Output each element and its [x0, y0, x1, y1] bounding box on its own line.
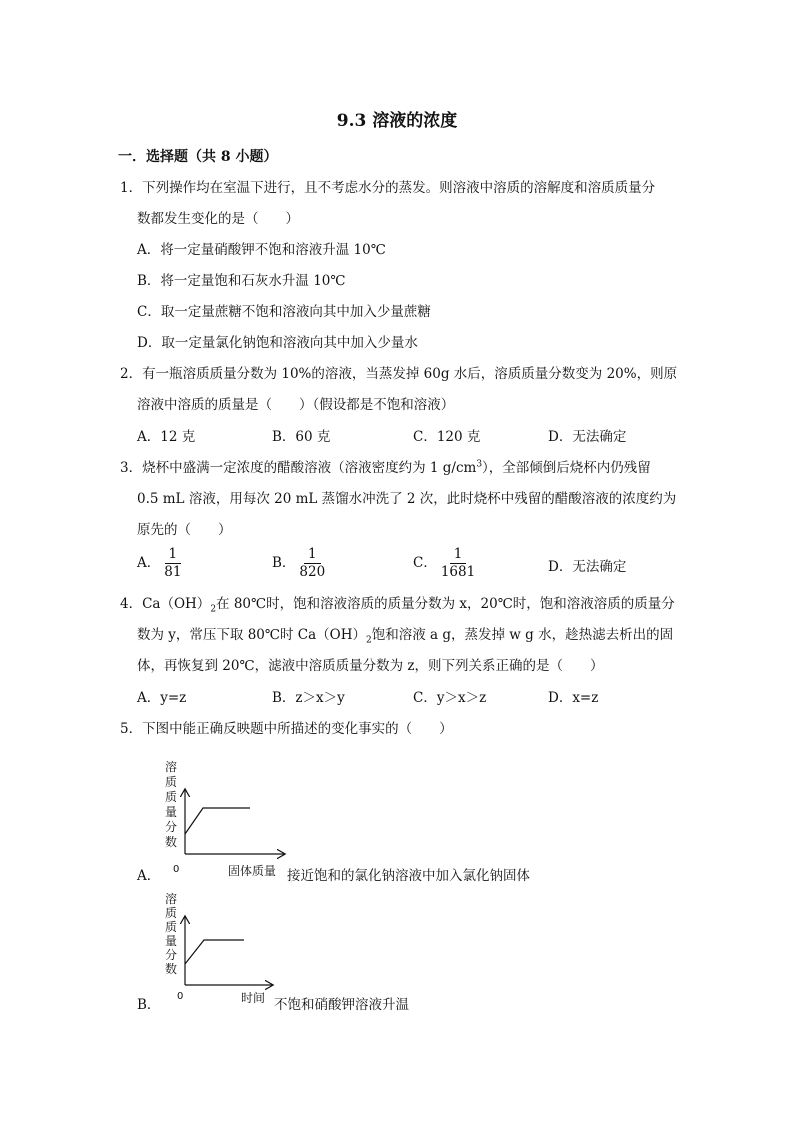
q1-option-b: B．将一定量饱和石灰水升温 10℃	[137, 273, 346, 289]
q5-graph-b-y-char: 质	[165, 920, 178, 934]
q4-stem-line3: 体，再恢复到 20℃，滤液中溶质质量分数为 z，则下列关系正确的是（ ）	[137, 658, 604, 674]
q2-option-a: A．12 克	[137, 429, 196, 445]
page-title: 9.3 溶液的浓度	[336, 111, 458, 131]
q1-option-a: A．将一定量硝酸钾不饱和溶液升温 10℃	[137, 242, 386, 258]
q5-graph-a-origin: 0	[173, 864, 180, 875]
q5-graph-a-x-label: 固体质量	[228, 864, 277, 878]
q5-option-b-text: 不饱和硝酸钾溶液升温	[274, 997, 409, 1013]
q5-graph-b-y-label	[165, 891, 177, 976]
q5-graph-b-curve	[185, 940, 244, 964]
q5-graph-b-x-label: 时间	[241, 991, 266, 1005]
q4-option-c: C．y＞x＞z	[413, 690, 487, 706]
q4-stem-line2: 数为 y，常压下取 80℃时 $Ca(OH)_2$饱和溶液 a g，蒸发掉 w g 水，趁热滤去析出的固	[137, 627, 674, 646]
q3-stem-line3: 原先的（ ）	[137, 522, 232, 538]
q1-stem-line1: 1．下列操作均在室温下进行，且不考虑水分的蒸发。则溶液中溶质的溶解度和溶质质量分	[120, 180, 656, 196]
q1-stem-line2: 数都发生变化的是（ ）	[137, 211, 299, 227]
q4-option-b: B．z＞x＞y	[272, 690, 345, 706]
q3-option-b-fraction: $\frac{1}{820}$	[299, 546, 326, 580]
q3-stem-line1: 3．烧杯中盛满一定浓度的醋酸溶液（溶液密度约为 1 $g/cm^3$），全部倾倒后烧杯内仍残留	[120, 459, 651, 476]
q5-graph-a-y-label	[165, 759, 177, 849]
q5-graph-b-y-char: 数	[165, 962, 178, 976]
q5-graph-a-y-char: 量	[165, 805, 178, 819]
q2-option-c: C．120 克	[413, 429, 481, 445]
q5-graph-a-curve	[185, 808, 250, 834]
q5-graph-a	[158, 750, 288, 880]
q4-stem-line1: 4．$Ca(OH)_2$在 80℃时，饱和溶液溶质的质量分数为 x，20℃时，饱和溶液溶质的质量分	[120, 596, 675, 615]
q3-option-c-fraction: $\frac{1}{1681}$	[440, 546, 476, 580]
q3-option-a: A． $\frac{1}{81}$	[137, 546, 182, 580]
q5-graph-b-y-char: 量	[165, 934, 178, 948]
q2-stem-line1: 2．有一瓶溶质质量分数为 10%的溶液，当蒸发掉 60g 水后，溶质质量分数变为 20%，则原	[120, 366, 678, 382]
q5-graph-b	[158, 885, 288, 1007]
q2-option-b: B．60 克	[272, 429, 331, 445]
q5-graph-b-y-char: 溶	[165, 892, 178, 906]
q3-stem-line2: 0.5 mL 溶液，用每次 20 mL 蒸馏水冲洗了 2 次，此时烧杯中残留的醋酸溶液的浓度约为	[137, 491, 677, 507]
q2-stem-line2: 溶液中溶质的质量是（ ）（假设都是不饱和溶液）	[137, 397, 455, 413]
q5-graph-a-y-char: 溶	[165, 760, 178, 774]
q1-option-d: D．取一定量氯化钠饱和溶液向其中加入少量水	[137, 335, 418, 351]
q3-option-b: B． $\frac{1}{820}$	[272, 546, 326, 580]
q5-graph-b-origin: 0	[177, 991, 184, 1002]
section-heading: 一．选择题（共 8 小题）	[118, 149, 278, 165]
q5-graph-a-y-char: 质	[165, 790, 178, 804]
q4-option-a: A．y=z	[137, 690, 187, 706]
q5-graph-a-y-char: 分	[165, 820, 178, 834]
q5-option-a-label: A．	[137, 868, 161, 884]
q5-graph-a-y-char: 质	[165, 775, 178, 789]
q5-option-a-text: 接近饱和的氯化钠溶液中加入氯化钠固体	[287, 868, 530, 884]
q3-option-c: C． $\frac{1}{1681}$	[413, 546, 476, 580]
q5-stem: 5．下图中能正确反映题中所描述的变化事实的（ ）	[120, 721, 453, 737]
q4-option-d: D．x=z	[548, 690, 599, 706]
q3-option-a-fraction: $\frac{1}{81}$	[164, 546, 182, 580]
q5-option-b-label: B．	[137, 997, 161, 1013]
q5-graph-a-y-char: 数	[165, 835, 178, 849]
q5-graph-b-y-char: 质	[165, 906, 178, 920]
q2-option-d: D．无法确定	[548, 429, 627, 445]
q1-option-c: C．取一定量蔗糖不饱和溶液向其中加入少量蔗糖	[137, 304, 431, 320]
q3-option-d: D．无法确定	[548, 559, 627, 575]
q5-graph-b-y-char: 分	[165, 948, 178, 962]
